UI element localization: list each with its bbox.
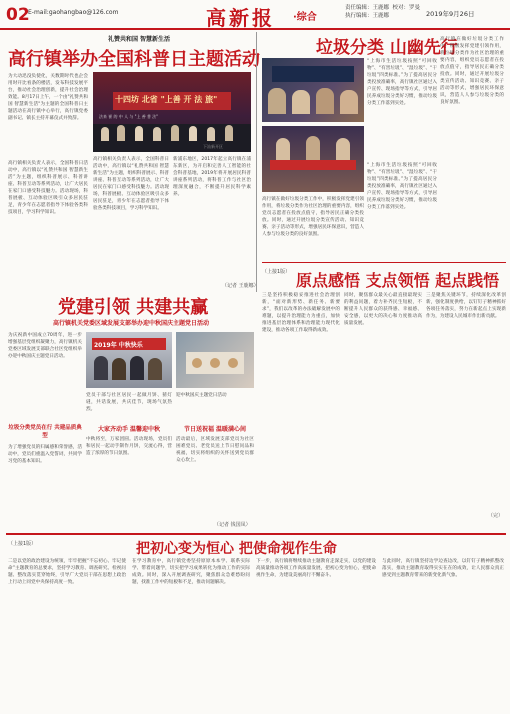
story5-credit: （上接1版） [8, 541, 37, 547]
story4-col1-subhead: 垃圾分类党员在行 共建品质典型 [8, 425, 82, 439]
column-divider [256, 32, 257, 292]
story3-credit: （上接1版） [262, 269, 291, 275]
story2-headline: 垃圾分类 山幽先行 [316, 38, 458, 58]
photo-caption: 法来 崔 的 中 人 与 "上 善 普 法" [99, 114, 159, 119]
story3-col2: 同时，聚焦群众最关心最直接最现实的利益问题，着力补齐民生短板，不断提升人民群众的获得感、幸福感、安全感，以更大的决心和力度推动高质量发展。 [344, 293, 422, 326]
contact-email: E-mail:gaohangbao@126.com [28, 9, 119, 16]
story1-col2: 高行镇相关负责人表示，全国科普日活动中，高行镇以“礼赞共和国 智慧新生活”为主题，组织科普展示、科普讲座、科普互动等系列活动，让广大居民在家门口感受科技魅力。活动现场，科普展板、互动体验区吸引众多居民驻足，青少年在志愿者指导下体验各类科技项目，学习科学知识。 [8, 161, 88, 215]
photo-banner-text: 十四坊 北省 "上善 开 法 旅" [115, 95, 218, 104]
newspaper-logo: 高新报 [206, 6, 275, 30]
story4-photo2 [176, 332, 254, 388]
story2-photo [262, 58, 364, 122]
story4-col1b: 为了增强党员的归属感和荣誉感，活动中，党员们重温入党誓词，共同学习党的基本知识。 [8, 445, 82, 464]
story3-headline: 原点感悟 支点领悟 起点践悟 [296, 271, 500, 290]
story4-byline: （记者 钱国凤） [214, 522, 251, 528]
story2-photo2 [262, 126, 364, 192]
section-rule-bottom [6, 533, 506, 535]
designer-label: 执行编辑：王鹿娜 [345, 13, 390, 19]
story4-photo [86, 332, 172, 388]
story4-photo-caption: 迎中秋国庆主题党日活动 [176, 393, 227, 398]
story5-col4: 与此同时，高行镇坚持边学边查边改，以钉钉子精神抓整改落实，推动主题教育取得实实在在的成效，让人民群众真正感受到主题教育带来的新变化新气象。 [382, 559, 504, 578]
story4-headline: 党建引领 共建共赢 [58, 297, 209, 318]
story5-col2: 在学习教育中，高行镇党委坚持原原本本学、联系实际学、带着问题学，切实把学习成果转化为推动工作的实际成效。同时，深入开展调查研究，聚焦群众急难愁盼问题，找准工作中的短板和不足，推动问题解决。 [132, 559, 250, 585]
story5-col3: 下一步，高行镇将继续推动主题教育走深走实，以党的建设高质量推动各项工作高质量发展，把初心变为恒心，把使命视作生命，为建设美丽高行不懈奋斗。 [256, 559, 376, 578]
story2-col1c: 高行镇在做好垃圾分类工作中，积极发挥党建引领作用，将垃圾分类作为社区治理的重要内容，组织党员志愿者在投放点值守，指导居民正确分类投放。同时，通过开展垃圾分类宣传活动、知识竞赛、亲子活动等形式，增强居民环保意识，营造人人参与垃圾分类的良好氛围。 [262, 197, 364, 237]
story4-col2: 中秋将至，万家团圆。活动现场，党员们和居民一起动手制作月饼，交流心得，营造了浓厚的节日氛围。 [86, 437, 172, 456]
photo-sign-text: 2019年 中秋快乐 [94, 342, 143, 349]
story3-col3: 三是聚焦关键环节，持续深化改革创新，强化制度供给，以钉钉子精神抓好各项任务落实，努力在新起点上实现新作为，为建设人民城市作出新贡献。 [426, 293, 506, 319]
story5-headline: 把初心变为恒心 把使命视作生命 [136, 541, 337, 557]
story1-col3: 新浦东地区，2017年起立高行镇在浦东新区，为开启和完善人工智能的社会科普基地，2019年将开展居民科普讲座系列活动，将科普工作与社区治理深度融合，不断提升居民科学素养。 [173, 157, 251, 197]
editor-credits [345, 4, 420, 20]
story5-col1: 二是以党的政治建设为统领，牢牢把握“不忘初心、牢记使命”主题教育的总要求，坚持学习教育、调查研究、检视问题、整改落实贯穿始终，引导广大党员干部在思想上政治上行动上同党中央保持高度一致。 [8, 559, 126, 585]
story1-headline: 高行镇举办全国科普日主题活动 [8, 49, 260, 70]
story1-kicker: 礼赞共和国 智慧新生活 [107, 36, 171, 43]
story3-end: （完） [488, 513, 504, 519]
proofreader-label: 校对：罗曼 [392, 5, 421, 11]
issue-date: 2019年9月26日 [426, 10, 475, 18]
story2-col2: 高行镇在做好垃圾分类工作中，积极发挥党建引领作用，将垃圾分类作为社区治理的重要内容，组织党员志愿者在投放点值守，指导居民正确分类投放。同时，通过开展垃圾分类宣传活动、知识竞赛、亲子活动等形式，增强居民环保意识，营造人人参与垃圾分类的良好氛围。 [440, 37, 504, 105]
story2-col1: “上海市生活垃圾按照“可回收物”、“有害垃圾”、“湿垃圾”、“干垃圾”四类标准。”为了提高居民分类投放准确率，高行镇社区通过入户宣传、现场指导等方式，引导居民养成垃圾分类好习惯，推动垃圾分类工作落到实处。 [367, 59, 437, 106]
story4-col1: 为庆祝新中国成立70周年，进一步增强基层党组织凝聚力，高行镇机关党委区域发展支部联合社区党组织举办迎中秋国庆主题党日活动。 [8, 333, 82, 359]
section-rule [262, 262, 506, 263]
story1-byline: （记者 王鹿娜） [222, 283, 259, 289]
section-name: ·综合 [293, 12, 317, 23]
story2-col1b: “上海市生活垃圾按照“可回收物”、“有害垃圾”、“湿垃圾”、“干垃圾”四类标准。”为了提高居民分类投放准确率，高行镇社区通过入户宣传、现场指导等方式，引导居民养成垃圾分类好习惯，推动垃圾分类工作落到实处。 [367, 163, 437, 210]
story4-col2-intro: 党员干部与社区居民一起做月饼、猜灯谜，共话发展，共庆佳节，现场气氛热烈。 [86, 393, 172, 412]
story4-col3-subhead: 节日送祝福 温暖满心间 [183, 426, 247, 433]
story1-col2b: 高行镇相关负责人表示，全国科普日活动中，高行镇以“礼赞共和国 智慧新生活”为主题，组织科普展示、科普讲座、科普互动等系列活动，让广大居民在家门口感受科技魅力。活动现场，科普展板、互动体验区吸引众多居民驻足，青少年在志愿者指导下体验各类科技项目，学习科学知识。 [93, 157, 169, 211]
photo-watermark: 下汕新开区 [203, 144, 223, 149]
story4-col2-subhead: 大家齐动手 温馨迎中秋 [97, 426, 161, 433]
editor-label: 责任编辑：王鹿娜 [345, 5, 390, 11]
story4-col3: 活动最后，区域发展支部党员为社区困难党员、老党员送上节日慰问品和祝福，切实将组织的关怀送到党员群众心坎上。 [176, 437, 254, 463]
story4-subheadline: 高行镇机关党委区域发展支部举办迎中秋国庆主题党日活动 [52, 320, 209, 327]
story1-photo [93, 72, 251, 152]
page-number: 02 [6, 5, 30, 25]
story1-lede: 为大动迅没负使化，关数期时代也企会用时开比看条的楼活，发布科技发展平台，推动社会治理创新，提升社会治理效能。8月17日上午，一个由"礼赞共和国 智慧新生活"为主题的全国科普日主题活动在高行镇中心举行，高行镇党委副书记、镇长主持开幕仪式并致辞。 [8, 74, 88, 121]
story3-col1: 三是坚持积极稳妥推进社会治理创新，“面对新形势、新任务、新要求”，我们以改革的办法破解发展中的难题，以提升治理能力为重点，加快推进基层治理体系和治理能力现代化建设，推动各项工作取得新成效。 [262, 293, 340, 333]
